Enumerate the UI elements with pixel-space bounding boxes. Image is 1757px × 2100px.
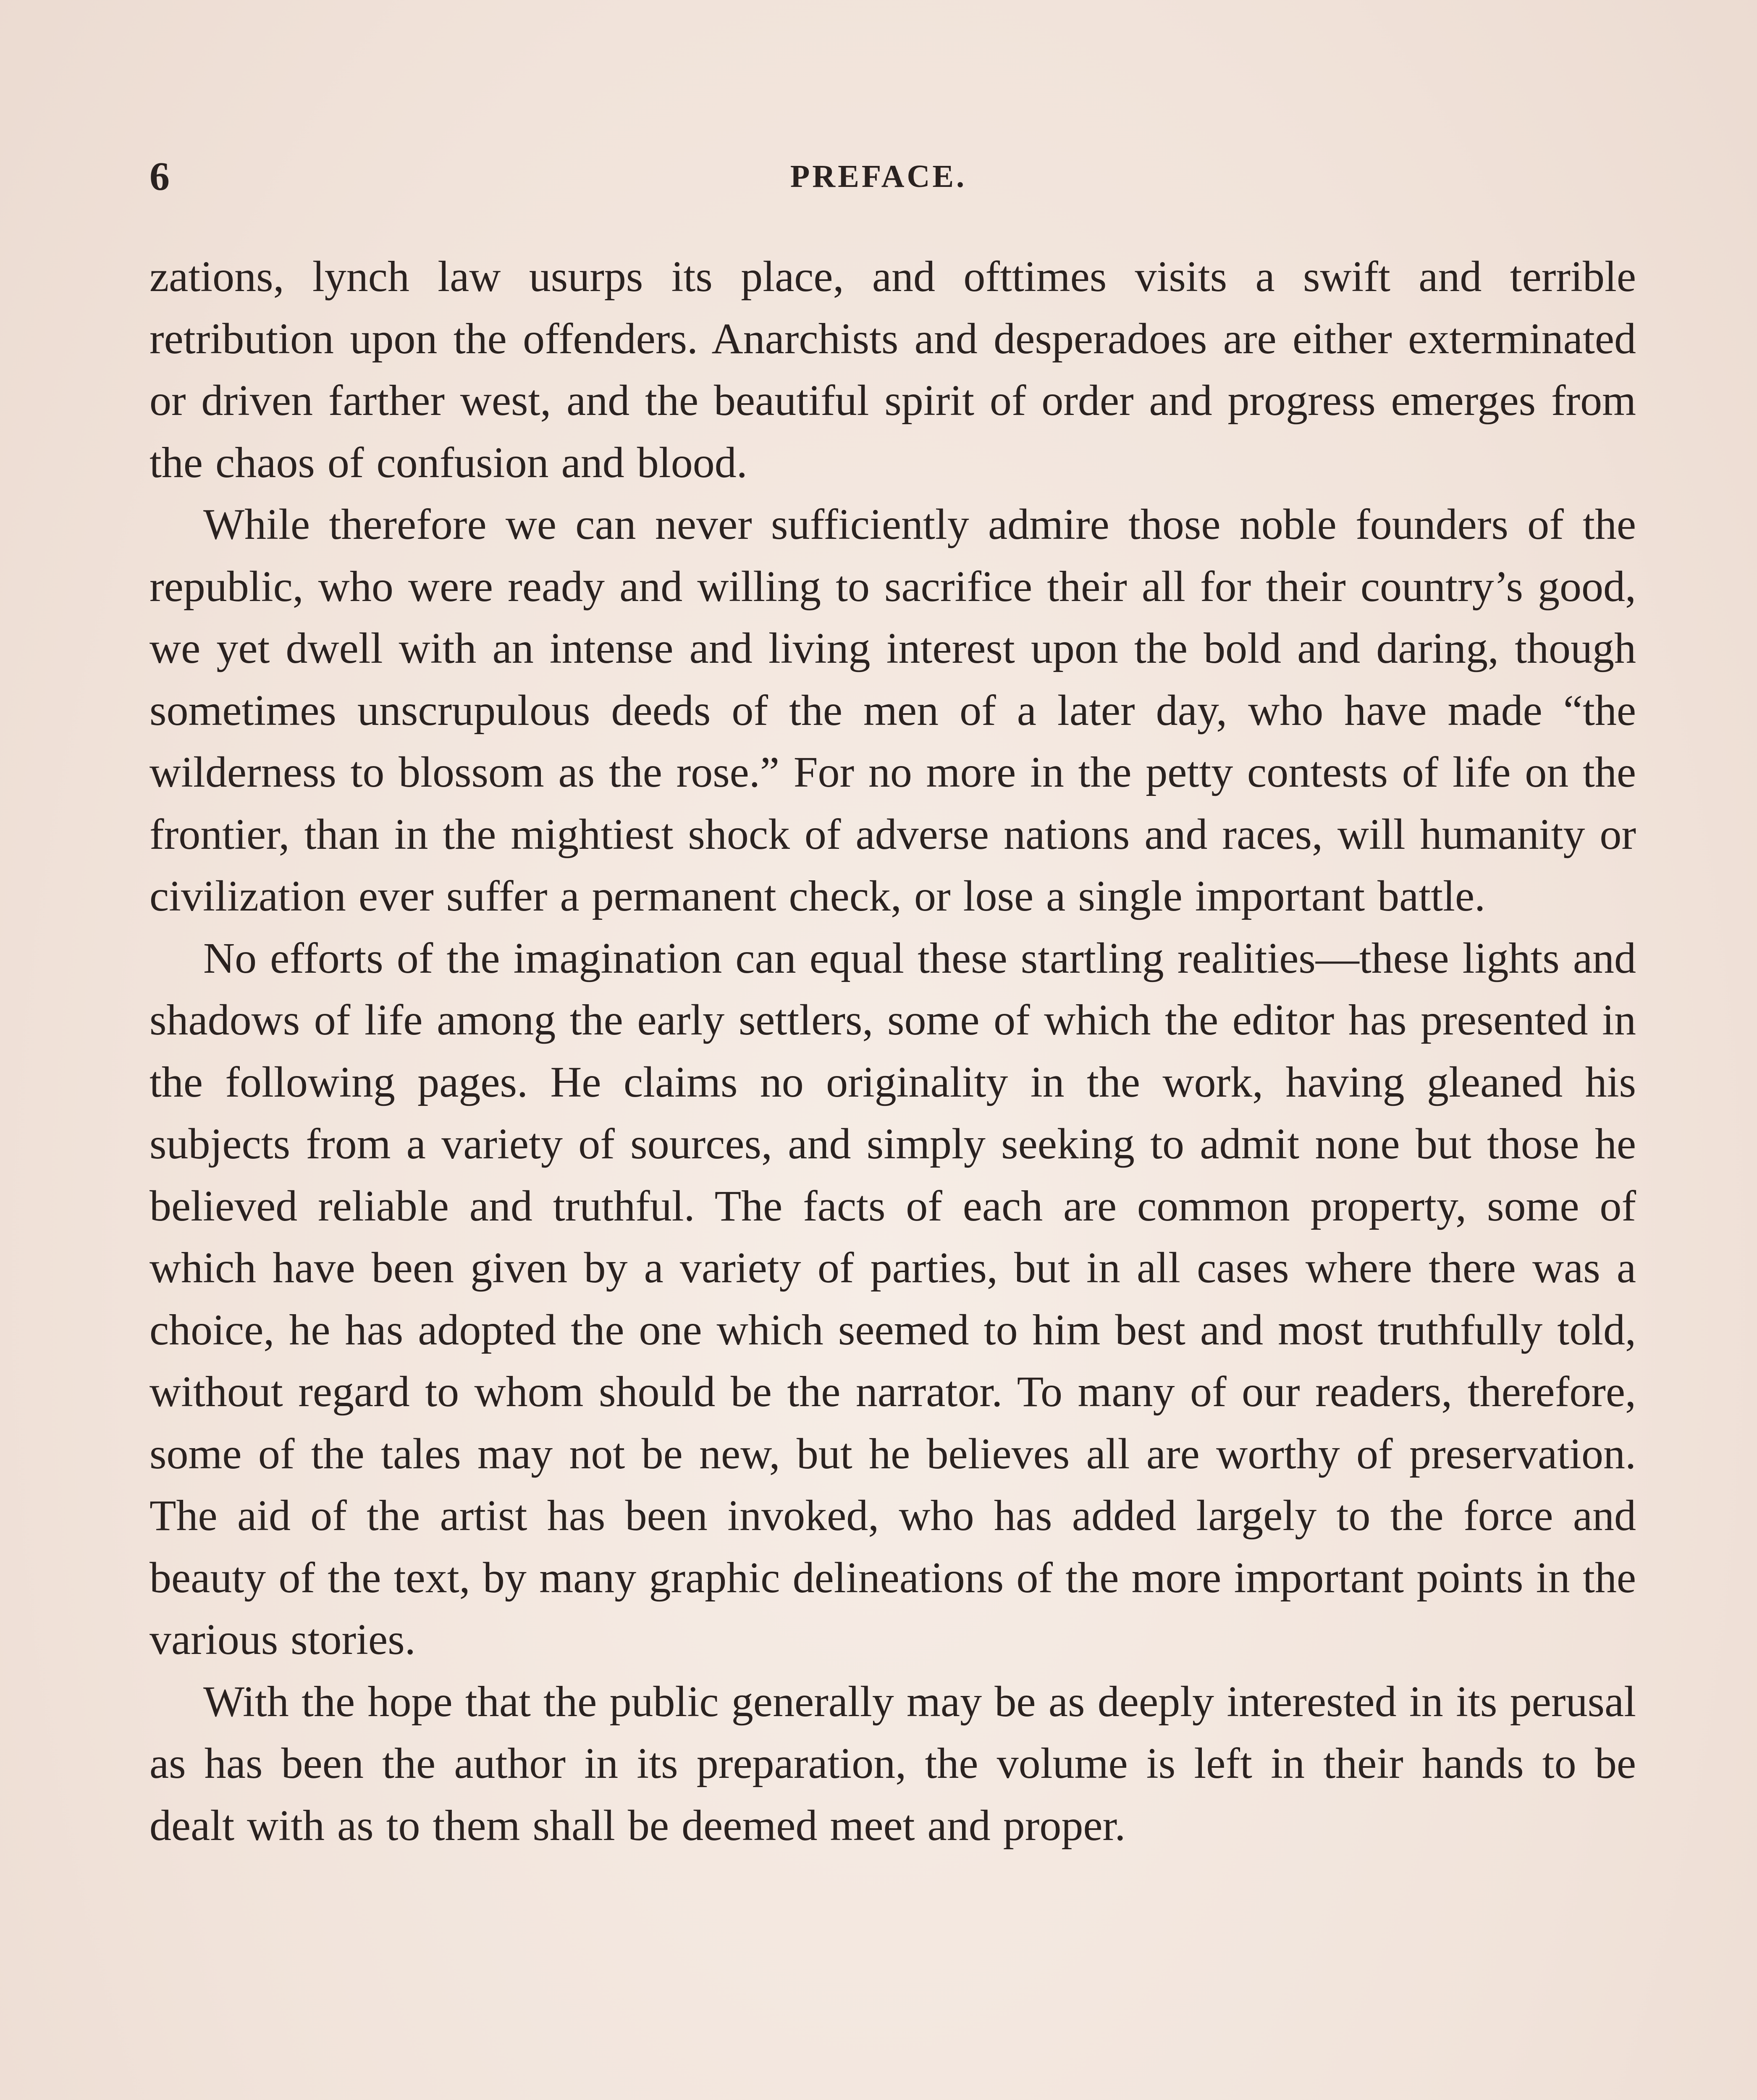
paragraph-continued: zations, lynch law usurps its place, and ofttimes visits a swift and terrible retribution upon the offenders. Anarchists and desperadoes are either exterminated or driven farther west, and the beautiful spirit of order and progress emerges from the chaos of confusion and blood.: [149, 252, 1636, 487]
page-number: 6: [149, 154, 170, 199]
paragraph: No efforts of the imagination can equal these startling realities—these lights and shadows of life among the early settlers, some of which the editor has presented in the following pages. He claims no originality in the work, having gleaned his subjects from a variety of sources, and simply seeking to admit none but those he believed reliable and truthful. The facts of each are common property, some of which have been given by a variety of parties, but in all cases where there was a choice, he has adopted the one which seemed to him best and most truthfully told, without regard to whom should be the narrator. To many of our readers, therefore, some of the tales may not be new, but he believes all are worthy of preservation. The aid of the artist has been invoked, who has added largely to the force and beauty of the text, by many graphic delineations of the more important points in the various stories.: [149, 934, 1636, 1664]
running-head: PREFACE.: [790, 159, 967, 194]
paragraph: With the hope that the public generally may be as deeply interested in its perusal as has been the author in its preparation, the volume is left in their hands to be dealt with as to them shall be deemed meet and proper.: [149, 1677, 1636, 1850]
page-header: [0, 151, 1757, 202]
preface-body: [149, 246, 1636, 1856]
paragraph: While therefore we can never sufficiently admire those noble founders of the republic, who were ready and willing to sacrifice their all for their country’s good, we yet dwell with an intense and living interest upon the bold and daring, though sometimes unscrupulous deeds of the men of a later day, who have made “the wilderness to blossom as the rose.” For no more in the petty contests of life on the frontier, than in the mightiest shock of adverse nations and races, will humanity or civilization ever suffer a permanent check, or lose a single important battle.: [149, 500, 1636, 920]
